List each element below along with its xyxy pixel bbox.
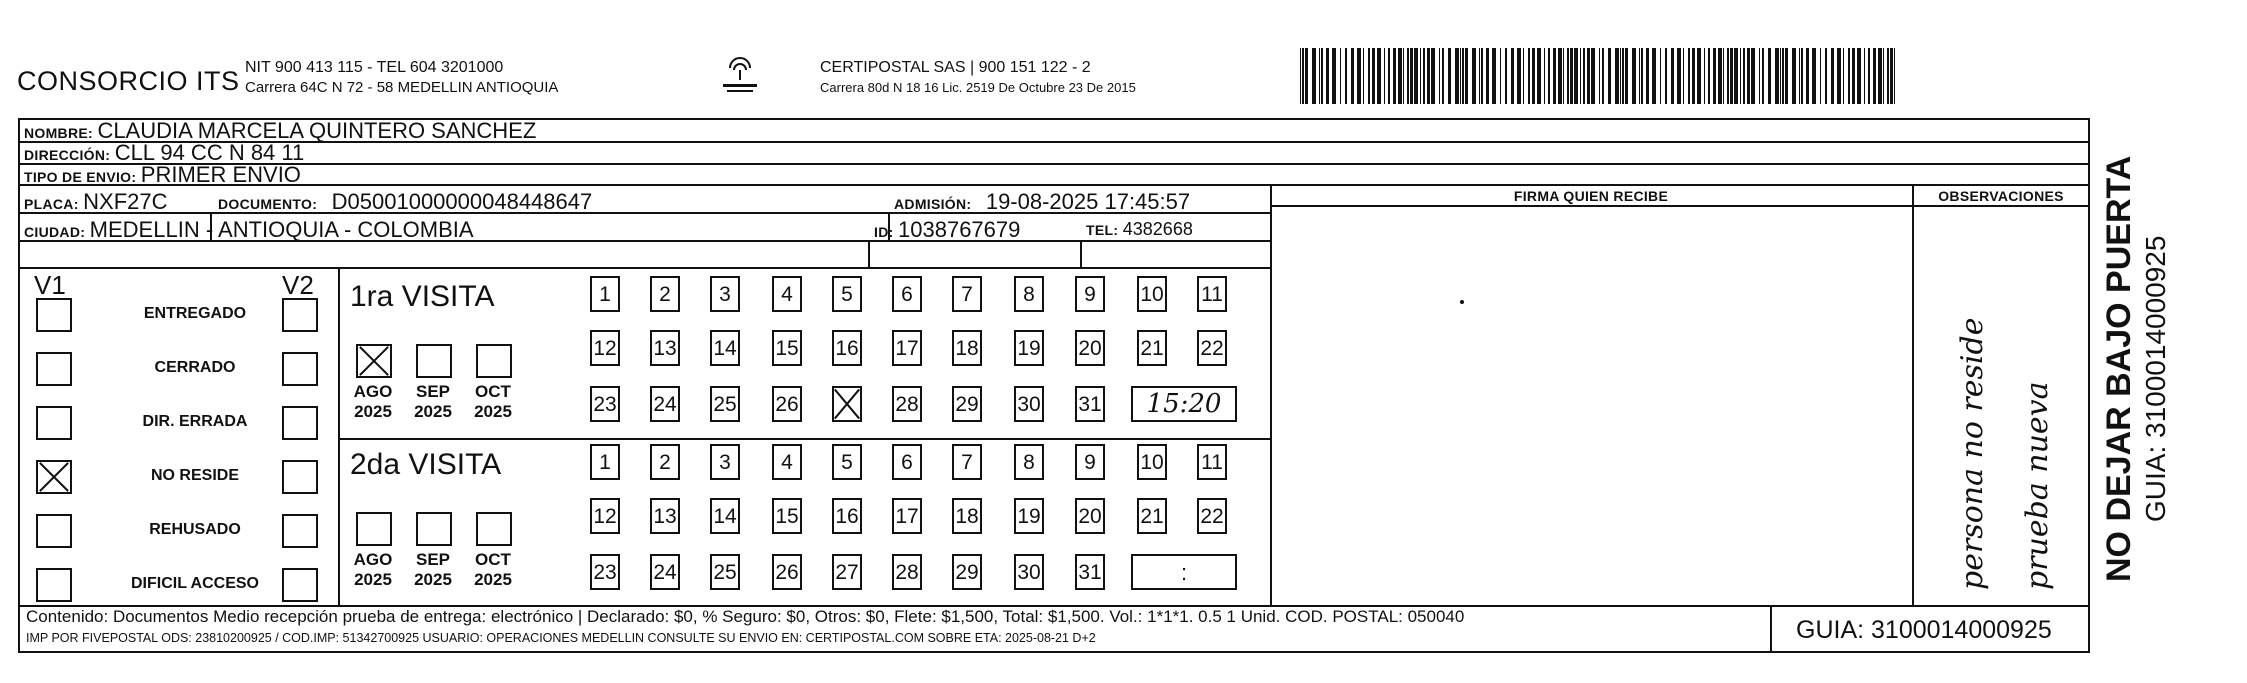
barcode-bar — [1652, 48, 1656, 104]
month-name: OCT — [475, 550, 511, 569]
barcode-bar — [1785, 48, 1788, 104]
barcode-bar — [1591, 48, 1595, 104]
day-box[interactable]: 30 — [1014, 554, 1044, 590]
barcode-bar — [1384, 48, 1385, 104]
day-box[interactable]: 25 — [710, 554, 740, 590]
barcode-bar — [1599, 48, 1600, 104]
month-name: SEP — [415, 382, 451, 401]
day-box[interactable]: 1 — [590, 444, 620, 480]
day-box[interactable]: 12 — [590, 330, 620, 366]
v1-header: V1 — [34, 270, 66, 300]
barcode-bar — [1442, 48, 1444, 104]
footer-guia: GUIA: 3100014000925 — [1796, 616, 2052, 644]
barcode-bar — [1747, 48, 1750, 104]
status-label: NO RESIDE — [150, 467, 239, 484]
tel-value: 4382668 — [1122, 219, 1193, 239]
day-box[interactable]: 23 — [590, 554, 620, 590]
barcode-bar — [1517, 48, 1521, 104]
observation-line-2: prueba nueva — [2020, 381, 2055, 590]
barcode-bar — [1312, 48, 1316, 104]
barcode-bar — [1414, 48, 1418, 104]
barcode-bar — [1660, 48, 1661, 104]
v2-checkbox[interactable] — [282, 298, 318, 332]
time-box[interactable]: : — [1131, 554, 1237, 590]
month-checkbox[interactable] — [416, 512, 452, 546]
barcode-bar — [1852, 48, 1855, 104]
barcode-bar — [1820, 48, 1821, 104]
barcode-bar — [1864, 48, 1865, 104]
barcode-bar — [1806, 48, 1809, 104]
day-box[interactable]: 7 — [952, 276, 982, 312]
side-guia: GUIA: 3100014000925 — [2140, 235, 2171, 522]
v2-checkbox[interactable] — [282, 568, 318, 602]
day-box[interactable]: 14 — [710, 330, 740, 366]
day-box[interactable]: 10 — [1137, 276, 1167, 312]
barcode-bar — [1403, 48, 1404, 104]
documento-value: D05001000000048448647 — [331, 189, 593, 214]
barcode-bar — [1319, 48, 1320, 104]
barcode-bar — [1608, 48, 1611, 104]
barcode-bar — [1511, 48, 1514, 104]
barcode-bar — [1639, 48, 1640, 104]
day-box[interactable]: 26 — [772, 386, 802, 422]
barcode-bar — [1345, 48, 1347, 104]
day-box[interactable]: 7 — [952, 444, 982, 480]
barcode-bar — [1332, 48, 1336, 104]
day-box[interactable]: 30 — [1014, 386, 1044, 422]
barcode-bar — [1305, 48, 1308, 104]
barcode-bar — [1368, 48, 1370, 104]
barcode-bar — [1587, 48, 1590, 104]
barcode-bar — [1713, 48, 1716, 104]
barcode-bar — [1671, 48, 1674, 104]
barcode-bar — [1388, 48, 1390, 104]
day-box[interactable]: 10 — [1137, 444, 1167, 480]
barcode-bar — [1743, 48, 1745, 104]
barcode-bar — [1730, 48, 1733, 104]
footer-content: Contenido: Documentos Medio recepción prueba de entrega: electrónico | Declarado: $0, % Seguro: $0, Otros: $0, Flete: $1,500, Total: $1,500. Vol.: 1*1*1. 0.5 1 Unid. COD. POSTAL: 050040 — [26, 607, 1465, 626]
admision-value: 19-08-2025 17:45:57 — [985, 189, 1191, 214]
barcode-bar — [1448, 48, 1451, 104]
id-value: 1038767679 — [898, 217, 1021, 242]
day-box[interactable]: 4 — [772, 276, 802, 312]
day-box[interactable]: 8 — [1014, 276, 1044, 312]
barcode-bar — [1302, 48, 1304, 104]
barcode-bar — [1439, 48, 1440, 104]
barcode-bar — [1792, 48, 1796, 104]
day-box[interactable]: 14 — [710, 498, 740, 534]
day-box[interactable]: 3 — [710, 444, 740, 480]
day-box[interactable]: 5 — [832, 444, 862, 480]
day-box[interactable]: 15 — [772, 498, 802, 534]
barcode-bar — [1460, 48, 1461, 104]
v2-checkbox[interactable] — [282, 460, 318, 494]
status-label: REHUSADO — [149, 521, 241, 538]
day-box[interactable]: 31 — [1075, 386, 1105, 422]
barcode-bar — [1563, 48, 1564, 104]
day-box[interactable]: 24 — [650, 554, 680, 590]
certipostal-logo-icon — [705, 54, 775, 98]
day-box[interactable]: 28 — [892, 386, 922, 422]
barcode-bar — [1878, 48, 1882, 104]
month-checkbox[interactable] — [356, 512, 392, 546]
nombre-label: NOMBRE: — [24, 125, 93, 141]
nombre-value: CLAUDIA MARCELA QUINTERO SANCHEZ — [97, 118, 537, 143]
status-label: ENTREGADO — [143, 305, 247, 322]
barcode-bar — [1431, 48, 1435, 104]
barcode-bar — [1340, 48, 1341, 104]
day-box[interactable]: 19 — [1014, 498, 1044, 534]
v1-checkbox[interactable] — [36, 568, 72, 602]
barcode-bar — [1688, 48, 1690, 104]
v2-checkbox[interactable] — [282, 406, 318, 440]
barcode-bar — [1894, 48, 1895, 104]
day-box[interactable]: 29 — [952, 554, 982, 590]
barcode-bar — [1486, 48, 1489, 104]
barcode-bar — [1759, 48, 1760, 104]
month-label — [468, 382, 518, 422]
observation-line-1: persona no reside — [1955, 317, 1990, 590]
delivery-form — [18, 118, 2090, 653]
barcode-bar — [1718, 48, 1722, 104]
barcode-bar — [1799, 48, 1800, 104]
day-box[interactable]: 9 — [1075, 444, 1105, 480]
month-year: 2025 — [354, 570, 392, 589]
barcode-bar — [1734, 48, 1738, 104]
placa-value: NXF27C — [83, 189, 168, 214]
side-warning: NO DEJAR BAJO PUERTA — [2100, 155, 2138, 582]
barcode-bar — [1455, 48, 1459, 104]
barcode-bar — [1740, 48, 1741, 104]
barcode-bar — [1393, 48, 1396, 104]
barcode-bar — [1632, 48, 1636, 104]
day-box[interactable]: 2 — [650, 276, 680, 312]
barcode-bar — [1465, 48, 1468, 104]
day-box[interactable]: 16 — [832, 330, 862, 366]
v2-checkbox[interactable] — [282, 514, 318, 548]
barcode-bar — [1528, 48, 1530, 104]
barcode-bar — [1801, 48, 1803, 104]
v2-checkbox[interactable] — [282, 352, 318, 386]
barcode-bar — [1890, 48, 1893, 104]
barcode-bar — [1768, 48, 1771, 104]
company-name: CONSORCIO ITS — [17, 66, 240, 96]
tipo-label: TIPO DE ENVIO: — [24, 169, 137, 185]
barcode-bar — [1812, 48, 1816, 104]
day-box[interactable]: 4 — [772, 444, 802, 480]
month-year: 2025 — [474, 570, 512, 589]
barcode-bar — [1321, 48, 1323, 104]
day-box[interactable]: 22 — [1197, 498, 1227, 534]
barcode-bar — [1665, 48, 1667, 104]
day-box[interactable]: 16 — [832, 498, 862, 534]
v1-checkbox[interactable] — [36, 406, 72, 440]
barcode-bar — [1622, 48, 1624, 104]
month-checkbox[interactable] — [356, 344, 392, 378]
documento-field — [218, 189, 592, 215]
barcode-bar — [1868, 48, 1870, 104]
barcode-bar — [1583, 48, 1585, 104]
barcode-bar — [1704, 48, 1705, 104]
day-box[interactable]: 12 — [590, 498, 620, 534]
day-box[interactable]: 31 — [1075, 554, 1105, 590]
v1-checkbox[interactable] — [36, 352, 72, 386]
barcode-bar — [1363, 48, 1364, 104]
ciudad-value: MEDELLIN - ANTIOQUIA - COLOMBIA — [89, 217, 474, 242]
placa-label: PLACA: — [24, 196, 79, 212]
v1-checkbox[interactable] — [36, 514, 72, 548]
barcode-bar — [1423, 48, 1425, 104]
admision-label: ADMISIÓN: — [894, 196, 972, 212]
barcode-bar — [1697, 48, 1701, 104]
barcode-bar — [1848, 48, 1850, 104]
month-checkbox[interactable] — [476, 344, 512, 378]
barcode-bar — [1677, 48, 1681, 104]
day-box[interactable]: 25 — [710, 386, 740, 422]
month-label — [408, 382, 458, 422]
firma-header: FIRMA QUIEN RECIBE — [1513, 188, 1669, 204]
tipo-row — [24, 162, 301, 188]
day-box[interactable]: 22 — [1197, 330, 1227, 366]
barcode-bar — [1398, 48, 1402, 104]
barcode-bar — [1780, 48, 1781, 104]
barcode-bar — [1580, 48, 1581, 104]
first-visit-title: 1ra VISITA — [350, 280, 495, 313]
barcode-bar — [1427, 48, 1430, 104]
day-box[interactable]: 11 — [1197, 444, 1227, 480]
status-label: DIR. ERRADA — [142, 413, 248, 430]
day-box[interactable]: 13 — [650, 330, 680, 366]
day-box[interactable]: 1 — [590, 276, 620, 312]
barcode-bar — [1646, 48, 1649, 104]
barcode-bar — [1857, 48, 1861, 104]
certipostal-nit: CERTIPOSTAL SAS | 900 151 122 - 2 — [820, 59, 1091, 76]
day-box[interactable]: 19 — [1014, 330, 1044, 366]
barcode-bar — [1479, 48, 1480, 104]
day-box[interactable]: 6 — [892, 276, 922, 312]
month-name: AGO — [353, 382, 393, 401]
barcode-bar — [1615, 48, 1619, 104]
month-name: OCT — [475, 382, 511, 401]
barcode-bar — [1357, 48, 1361, 104]
status-label: CERRADO — [154, 359, 236, 376]
barcode-bar — [1372, 48, 1375, 104]
month-name: SEP — [415, 550, 451, 569]
barcode-bar — [1782, 48, 1784, 104]
second-visit-title: 2da VISITA — [350, 448, 502, 481]
barcode-bar — [1548, 48, 1550, 104]
barcode-bar — [1523, 48, 1524, 104]
day-box[interactable]: 11 — [1197, 276, 1227, 312]
placa-field — [24, 189, 168, 215]
barcode-bar — [1620, 48, 1621, 104]
barcode-bar — [1553, 48, 1556, 104]
day-box[interactable]: 2 — [650, 444, 680, 480]
day-box[interactable]: 17 — [892, 330, 922, 366]
observaciones-header: OBSERVACIONES — [1938, 188, 2064, 204]
barcode-bar — [1775, 48, 1779, 104]
month-name: AGO — [353, 550, 393, 569]
day-box[interactable]: 8 — [1014, 444, 1044, 480]
barcode-bar — [1472, 48, 1476, 104]
day-box[interactable]: 23 — [590, 386, 620, 422]
day-box[interactable]: 13 — [650, 498, 680, 534]
direccion-label: DIRECCIÓN: — [24, 147, 111, 163]
day-box[interactable]: 9 — [1075, 276, 1105, 312]
barcode-bar — [1481, 48, 1483, 104]
day-box[interactable]: 29 — [952, 386, 982, 422]
barcode-bar — [1727, 48, 1729, 104]
barcode-bar — [1574, 48, 1578, 104]
barcode-bar — [1462, 48, 1464, 104]
barcode-bar — [1326, 48, 1329, 104]
company-nit: NIT 900 413 115 - TEL 604 3201000 — [245, 59, 504, 76]
barcode-bar — [1692, 48, 1695, 104]
id-label: ID: — [874, 224, 894, 240]
barcode-bar — [1300, 48, 1301, 104]
signature-dot — [1460, 300, 1464, 304]
barcode-bar — [1407, 48, 1409, 104]
day-box[interactable]: 18 — [952, 498, 982, 534]
barcode-bar — [1751, 48, 1755, 104]
barcode-bar — [1887, 48, 1889, 104]
v1-checkbox[interactable] — [36, 298, 72, 332]
v2-header: V2 — [282, 270, 314, 300]
barcode-bar — [1492, 48, 1496, 104]
month-checkbox[interactable] — [476, 512, 512, 546]
day-box[interactable]: 21 — [1137, 498, 1167, 534]
barcode-bar — [1825, 48, 1827, 104]
barcode-bar — [1602, 48, 1604, 104]
time-box[interactable]: 15:20 — [1131, 386, 1237, 422]
tel-label: TEL: — [1086, 222, 1119, 238]
certipostal-info — [820, 58, 1136, 98]
barcode-bar — [1544, 48, 1545, 104]
month-label — [348, 382, 398, 422]
admision-field — [894, 189, 1190, 215]
footer-imp: IMP POR FIVEPOSTAL ODS: 23810200925 / COD.IMP: 51342700925 USUARIO: OPERACIONES MEDELLIN CONSULTE SU ENVIO EN: CERTIPOSTAL.COM SOBRE ETA: 2025-08-21 D+2 — [26, 631, 1096, 645]
barcode-bar — [1723, 48, 1724, 104]
day-box[interactable]: 27 — [832, 554, 862, 590]
tel-field — [1086, 219, 1193, 240]
day-box[interactable]: 24 — [650, 386, 680, 422]
ciudad-field — [24, 217, 474, 243]
barcode — [1300, 48, 1895, 104]
barcode-bar — [1641, 48, 1643, 104]
certipostal-address: Carrera 80d N 18 16 Lic. 2519 De Octubre 23 De 2015 — [820, 80, 1136, 95]
barcode-bar — [1420, 48, 1421, 104]
day-box[interactable]: 6 — [892, 444, 922, 480]
barcode-bar — [1625, 48, 1628, 104]
day-box[interactable] — [832, 386, 862, 422]
month-year: 2025 — [414, 570, 452, 589]
month-year: 2025 — [474, 402, 512, 421]
direccion-value: CLL 94 CC N 84 11 — [114, 140, 305, 165]
day-box[interactable]: 28 — [892, 554, 922, 590]
month-label — [468, 550, 518, 590]
barcode-bar — [1351, 48, 1354, 104]
day-box[interactable]: 18 — [952, 330, 982, 366]
day-box[interactable]: 17 — [892, 498, 922, 534]
day-box[interactable]: 26 — [772, 554, 802, 590]
barcode-bar — [1873, 48, 1876, 104]
barcode-bar — [1843, 48, 1844, 104]
barcode-bar — [1837, 48, 1841, 104]
barcode-bar — [1883, 48, 1884, 104]
day-box[interactable]: 21 — [1137, 330, 1167, 366]
barcode-bar — [1683, 48, 1684, 104]
day-box[interactable]: 15 — [772, 330, 802, 366]
month-checkbox[interactable] — [416, 344, 452, 378]
v1-checkbox[interactable] — [36, 460, 72, 494]
barcode-bar — [1762, 48, 1764, 104]
barcode-bar — [1567, 48, 1569, 104]
barcode-bar — [1708, 48, 1710, 104]
day-box[interactable]: 20 — [1075, 498, 1105, 534]
month-year: 2025 — [414, 402, 452, 421]
status-label: DIFICIL ACCESO — [130, 575, 259, 592]
ciudad-label: CIUDAD: — [24, 224, 86, 240]
barcode-bar — [1377, 48, 1381, 104]
barcode-bar — [1505, 48, 1507, 104]
month-label — [348, 550, 398, 590]
company-address: Carrera 64C N 72 - 58 MEDELLIN ANTIOQUIA — [245, 79, 559, 96]
barcode-bar — [1831, 48, 1834, 104]
barcode-bar — [1500, 48, 1501, 104]
month-label — [408, 550, 458, 590]
barcode-bar — [1570, 48, 1573, 104]
documento-label: DOCUMENTO: — [218, 196, 318, 212]
tipo-value: PRIMER ENVIO — [140, 162, 301, 187]
company-info — [245, 58, 558, 98]
month-year: 2025 — [354, 402, 392, 421]
day-box[interactable]: 3 — [710, 276, 740, 312]
id-field — [874, 217, 1020, 243]
barcode-bar — [1558, 48, 1562, 104]
day-box[interactable]: 5 — [832, 276, 862, 312]
barcode-bar — [1537, 48, 1541, 104]
barcode-bar — [1532, 48, 1535, 104]
day-box[interactable]: 20 — [1075, 330, 1105, 366]
barcode-bar — [1410, 48, 1413, 104]
